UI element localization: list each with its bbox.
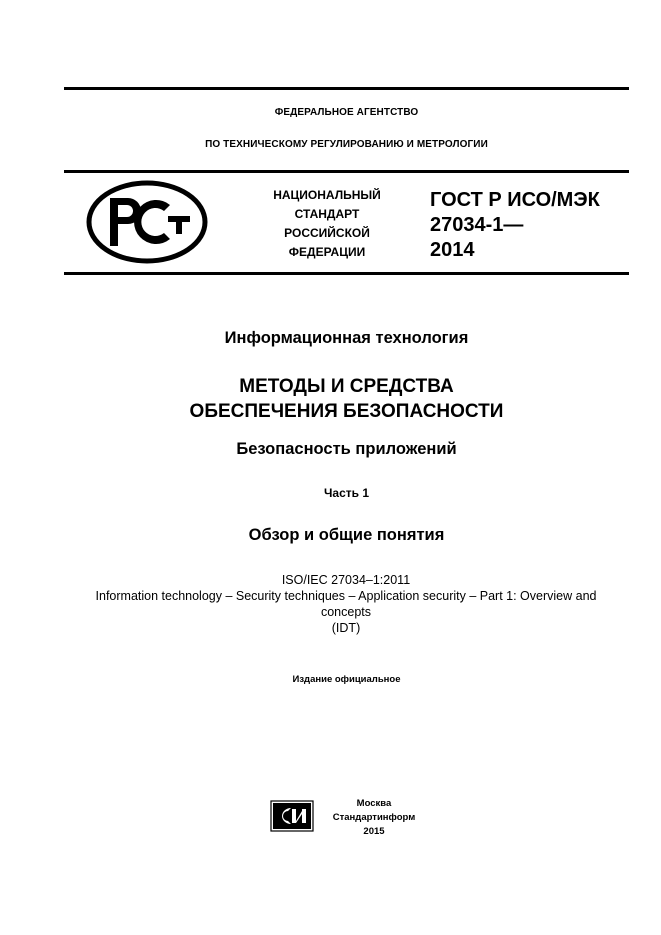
publisher-year: 2015 (363, 826, 385, 837)
subtitle: Обзор и общие понятия (248, 526, 445, 544)
standard-label-line: СТАНДАРТ (294, 207, 360, 221)
standard-label-line: ФЕДЕРАЦИИ (288, 245, 366, 259)
standard-number-line: 27034-1— (430, 214, 524, 236)
agency-line-1: ФЕДЕРАЛЬНОЕ АГЕНТСТВО (274, 107, 419, 118)
standard-label-line: НАЦИОНАЛЬНЫЙ (273, 188, 381, 202)
english-title-line-1: Information technology – Security techniques – Application security – Part 1: Overview and (95, 589, 597, 603)
publisher-name: Стандартинформ (332, 812, 416, 823)
standard-number (430, 188, 600, 263)
title-line-3: Безопасность приложений (236, 440, 457, 458)
standard-rule (64, 272, 629, 275)
standard-label-line: РОССИЙСКОЙ (284, 226, 370, 240)
header-rule (64, 170, 629, 173)
title-line-1: Информационная технология (224, 329, 469, 347)
part-number: Часть 1 (323, 486, 370, 500)
english-title-line-2: concepts (320, 605, 372, 619)
idt-label: (IDT) (331, 621, 361, 635)
rst-certification-logo-icon (86, 180, 208, 269)
agency-line-2: ПО ТЕХНИЧЕСКОМУ РЕГУЛИРОВАНИЮ И МЕТРОЛОГИИ (205, 139, 488, 150)
standard-number-line: 2014 (430, 239, 475, 261)
standard-number-line: ГОСТ Р ИСО/МЭК (430, 189, 600, 211)
iso-reference: ISO/IEC 27034–1:2011 (281, 573, 411, 587)
edition-label: Издание официальное (292, 674, 401, 685)
title-line-2b: ОБЕСПЕЧЕНИЯ БЕЗОПАСНОСТИ (189, 401, 504, 422)
standartinform-logo-icon (270, 800, 314, 837)
title-line-2a: МЕТОДЫ И СРЕДСТВА (239, 376, 454, 397)
publisher-city: Москва (356, 798, 392, 809)
standard-label (258, 186, 396, 262)
top-rule (64, 87, 629, 90)
publisher-block (322, 797, 426, 839)
